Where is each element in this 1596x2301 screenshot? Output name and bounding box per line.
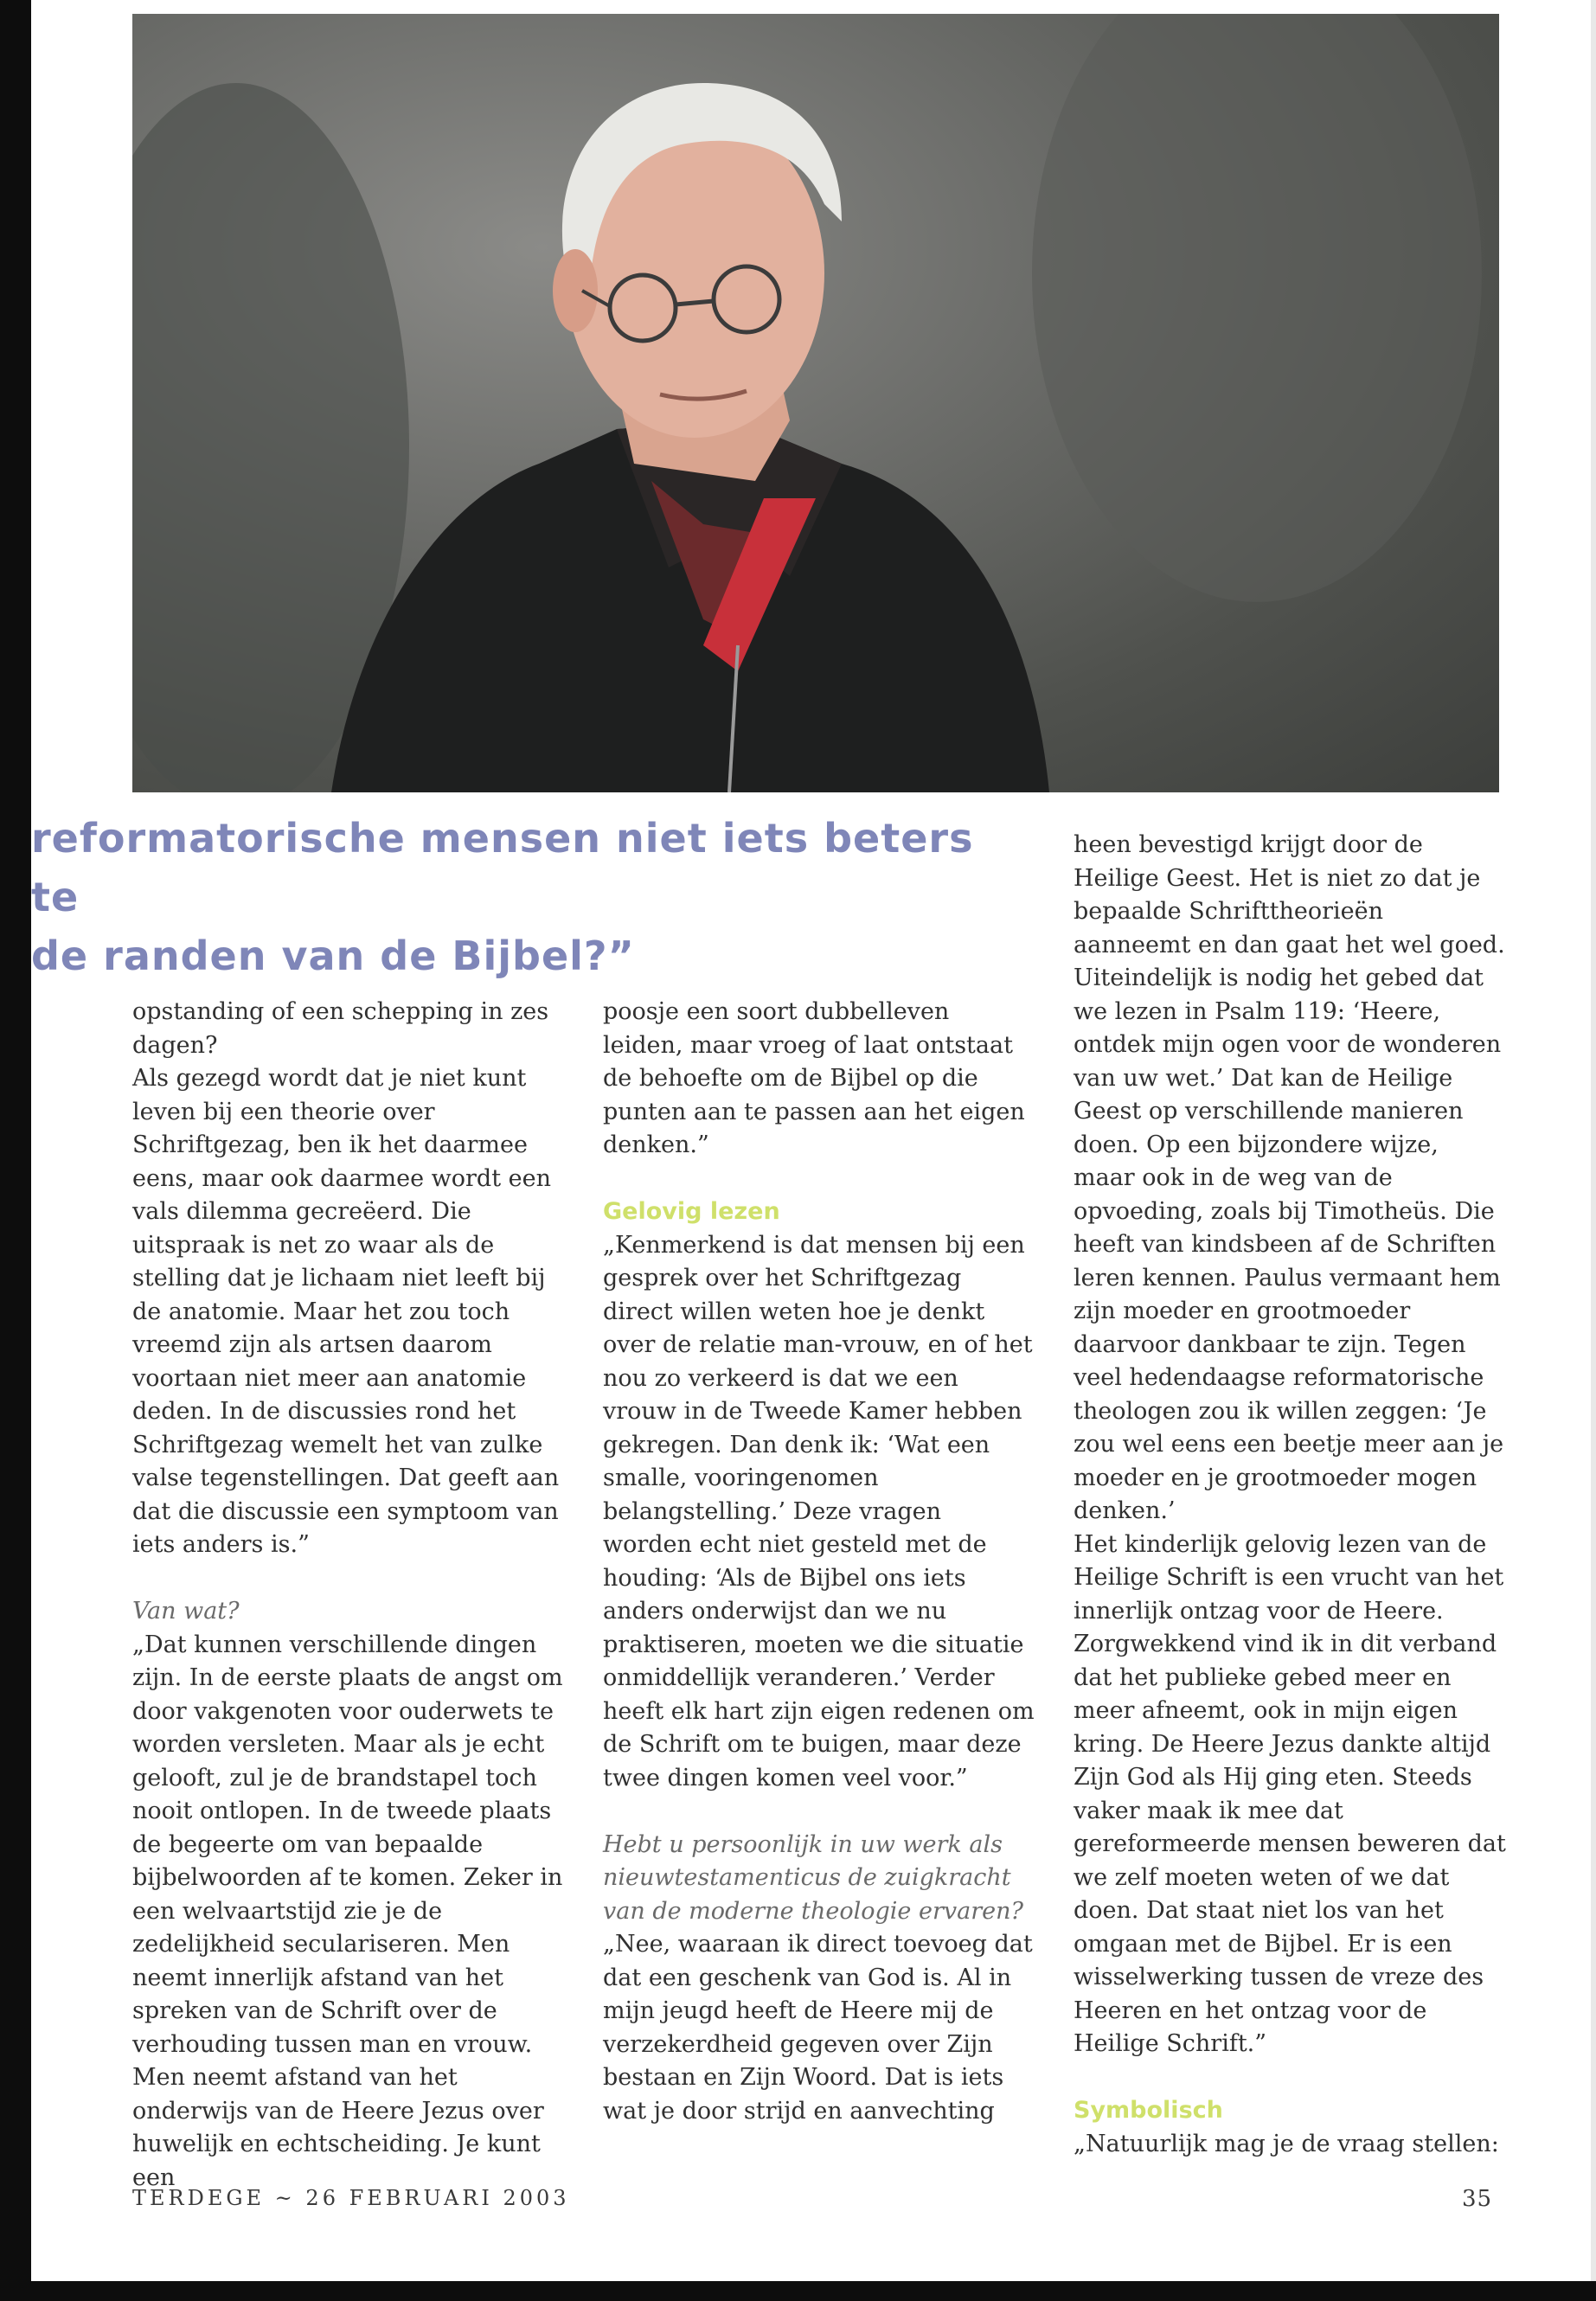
- magazine-footer: TERDEGE ~ 26 FEBRUARI 2003: [132, 2186, 570, 2210]
- article-column-1: [132, 996, 565, 2195]
- paragraph: opstanding of een schepping in zes dagen?: [132, 998, 549, 1059]
- pull-quote: [31, 809, 1026, 985]
- paragraph: „Kenmerkend is dat mensen bij een gesprek over het Schriftgezag direct willen weten hoe je denkt over de relatie man-vrouw, en of het nou zo verkeerd is dat we een vrouw in de Tweede Kamer hebben gekregen. Dan denk ik: ‘Wat een smalle, vooringenomen belangstelling.’ Deze vragen worden echt niet gesteld met de houding: ‘Als de Bijbel ons iets anders onderwijst dan we nu praktiseren, moeten we die situatie onmiddellijk veranderen.’ Verder heeft elk hart zijn eigen redenen om de Schrift om te buigen, maar deze twee dingen komen veel voor.”: [603, 1231, 1035, 1791]
- page-edge-right: [1591, 0, 1596, 2301]
- portrait-photo: [132, 14, 1499, 792]
- paragraph: „Dat kunnen verschillende dingen zijn. In de eerste plaats de angst om door vakgenoten voor ouderwets te worden versleten. Maar als je echt gelooft, zul je de brandstapel toch nooit ontlopen. In de tweede plaats de begeerte om van bepaalde bijbelwoorden af te komen. Zeker in een welvaartstijd zie je de zedelijkheid seculariseren. Men neemt innerlijk afstand van het spreken van de Schrift over de verhouding tussen man en vrouw. Men neemt afstand van het onderwijs van de Heere Jezus over huwelijk en echtscheiding. Je kunt een: [132, 1631, 563, 2191]
- paragraph: Het kinderlijk gelovig lezen van de Heilige Schrift is een vrucht van het innerlijk ontzag voor de Heere. Zorgwekkend vind ik in dit verband dat het publieke gebed meer en meer afneemt, ook in mijn eigen kring. De Heere Jezus dankte altijd Zijn God als Hij ging eten. Steeds vaker maak ik mee dat gereformeerde mensen beweren dat we zelf moeten weten of we dat doen. Dat staat niet los van het omgaan met de Bijbel. Er is een wisselwerking tussen de vreze des Heeren en het ontzag voor de Heilige Schrift.”: [1074, 1530, 1506, 2057]
- interview-question: Van wat?: [132, 1598, 240, 1625]
- page-number: 35: [1462, 2186, 1493, 2212]
- paragraph: „Nee, waaraan ik direct toevoeg dat dat een geschenk van God is. Al in mijn jeugd heeft de Heere mij de verzekerdheid gegeven over Zijn bestaan en Zijn Woord. Dat is iets wat je door strijd en aanvechting: [603, 1931, 1033, 2125]
- section-heading: Gelovig lezen: [603, 1198, 780, 1225]
- paragraph: poosje een soort dubbelleven leiden, maar vroeg of laat ontstaat de behoefte om de Bijbel op die punten aan te passen aan het eigen denken.”: [603, 998, 1025, 1158]
- interview-question: Hebt u persoonlijk in uw werk als nieuwtestamenticus de zuigkracht van de moderne theologie ervaren?: [603, 1830, 1023, 1925]
- portrait-illustration: [132, 14, 1499, 792]
- section-heading: Symbolisch: [1074, 2097, 1223, 2124]
- page-edge-bottom: [0, 2281, 1596, 2301]
- article-column-3: [1074, 829, 1506, 2161]
- pull-quote-line-1: reformatorische mensen niet iets beters te: [31, 815, 974, 920]
- paragraph: „Natuurlijk mag je de vraag stellen:: [1074, 2130, 1499, 2157]
- pull-quote-line-2: de randen van de Bijbel?”: [31, 933, 635, 979]
- page-edge-bar: [0, 0, 31, 2301]
- article-column-2: [603, 996, 1035, 2128]
- paragraph: heen bevestigd krijgt door de Heilige Geest. Het is niet zo dat je bepaalde Schrifttheorieën aanneemt en dan gaat het wel goed. Uiteindelijk is nodig het gebed dat we lezen in Psalm 119: ‘Heere, ontdek mijn ogen voor de wonderen van uw wet.’ Dat kan de Heilige Geest op verschillende manieren doen. Op een bijzondere wijze, maar ook in de weg van de opvoeding, zoals bij Timotheüs. Die heeft van kindsbeen af de Schriften leren kennen. Paulus vermaant hem zijn moeder en grootmoeder daarvoor dankbaar te zijn. Tegen veel hedendaagse reformatorische theologen zou ik willen zeggen: ‘Je zou wel eens een beetje meer aan je moeder en je grootmoeder mogen denken.’: [1074, 831, 1505, 1524]
- paragraph: Als gezegd wordt dat je niet kunt leven bij een theorie over Schriftgezag, ben ik het daarmee eens, maar ook daarmee wordt een vals dilemma gecreëerd. Die uitspraak is net zo waar als de stelling dat je lichaam niet leeft bij de anatomie. Maar het zou toch vreemd zijn als artsen daarom voortaan niet meer aan anatomie deden. In de discussies rond het Schriftgezag wemelt het van zulke valse tegenstellingen. Dat geeft aan dat die discussie een symptoom van iets anders is.”: [132, 1065, 560, 1558]
